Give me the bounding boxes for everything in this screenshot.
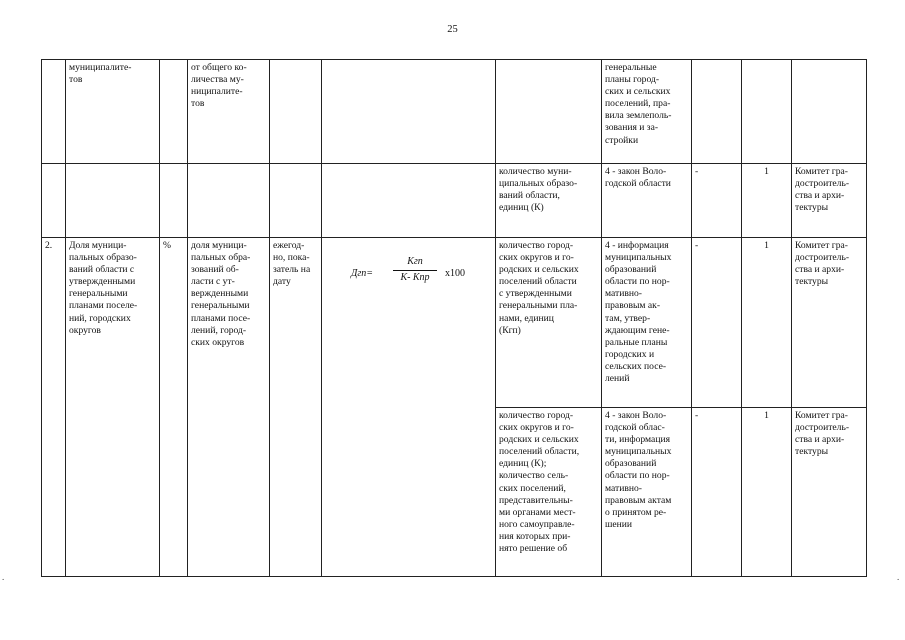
cell-definition: [188, 164, 270, 238]
cell-dash: [692, 60, 742, 164]
formula: [325, 240, 492, 300]
cell-variable: количество город- ских округов и го- родских и сельских поселений области с утвержденными генеральными пла- нами, единиц (Кгп): [496, 238, 602, 408]
cell-dash: -: [692, 408, 742, 577]
cell-variable: количество город- ских округов и го- родских и сельских поселений области, единиц (К); количество сель- ских поселений, представительны- ми органами мест- ного самоуправле- ния которых при- нято решение об: [496, 408, 602, 577]
formula-lhs: Дгп=: [351, 268, 374, 279]
formula-fraction: [393, 256, 437, 284]
cell-responsible: Комитет гра- достроитель- ства и архи- тектуры: [792, 238, 867, 408]
cell-responsible: [792, 60, 867, 164]
cell-indicator-name: муниципалите- тов: [66, 60, 160, 164]
cell-definition: доля муници- пальных обра- зований об- ласти с ут- вержденными генеральными планами посе- лений, город- ских округов: [188, 238, 270, 577]
cell-unit: %: [160, 238, 188, 577]
cell-formula: [322, 60, 496, 164]
cell-periodicity: [270, 164, 322, 238]
cell-source: генеральные планы город- ских и сельских поселений, пра- вила землеполь- зования и за- стройки: [602, 60, 692, 164]
scan-edge-mark: .: [2, 572, 5, 582]
table-row: [42, 60, 867, 164]
formula-denominator: К- Кпр: [400, 272, 430, 284]
cell-count: 1: [742, 408, 792, 577]
cell-responsible: Комитет гра- достроитель- ства и архи- тектуры: [792, 164, 867, 238]
cell-source: 4 - информация муниципальных образований области по нор- мативно- правовым ак- там, утвер- ждающим гене- ральные планы городских и сельских посе- лений: [602, 238, 692, 408]
table-row: [42, 238, 867, 408]
cell-unit: [160, 164, 188, 238]
cell-indicator-name: [66, 164, 160, 238]
table-row: [42, 164, 867, 238]
cell-responsible: Комитет гра- достроитель- ства и архи- тектуры: [792, 408, 867, 577]
cell-formula: [322, 238, 496, 577]
cell-number: [42, 60, 66, 164]
cell-count: [742, 60, 792, 164]
scan-edge-mark: .: [897, 572, 900, 582]
cell-source: 4 - закон Воло- годской облас- ти, информация муниципальных образований области по нор- мативно- правовым актам о принятом ре- шении: [602, 408, 692, 577]
cell-count: 1: [742, 164, 792, 238]
cell-periodicity: [270, 60, 322, 164]
cell-source: 4 - закон Воло- годской области: [602, 164, 692, 238]
cell-dash: -: [692, 238, 742, 408]
cell-count: 1: [742, 238, 792, 408]
cell-variable: количество муни- ципальных образо- ваний области, единиц (К): [496, 164, 602, 238]
indicator-table: [41, 59, 867, 577]
cell-variable: [496, 60, 602, 164]
cell-indicator-name: Доля муници- пальных образо- ваний области с утвержденными генеральными планами поселе- ний, городских округов: [66, 238, 160, 577]
cell-number: [42, 164, 66, 238]
cell-number: 2.: [42, 238, 66, 577]
formula-multiplier: х100: [445, 268, 465, 279]
cell-definition: от общего ко- личества му- ниципалите- тов: [188, 60, 270, 164]
cell-dash: -: [692, 164, 742, 238]
cell-periodicity: ежегод- но, пока- затель на дату: [270, 238, 322, 577]
cell-formula: [322, 164, 496, 238]
page-number: 25: [447, 24, 458, 35]
cell-unit: [160, 60, 188, 164]
formula-numerator: Кгп: [393, 256, 437, 271]
